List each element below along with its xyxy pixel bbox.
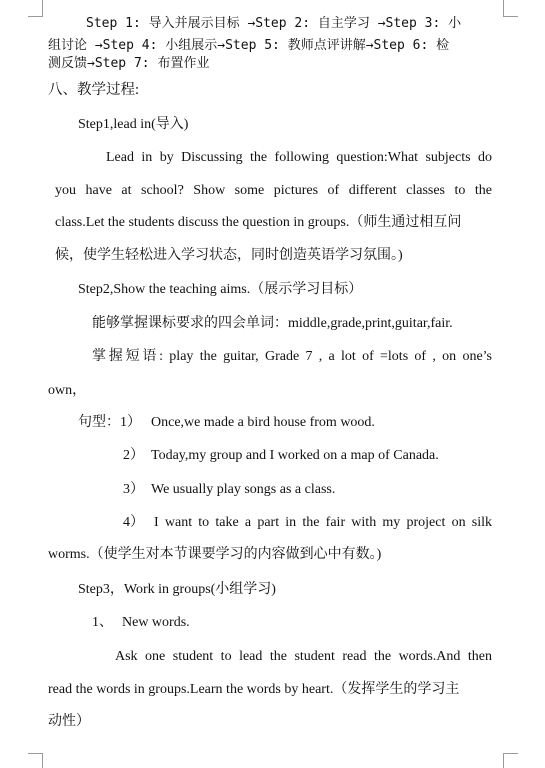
step2-phrases-line-1: 掌握短语: play the guitar, Grade 7 , a lot of =lots of , on one’s bbox=[92, 349, 492, 364]
flow-line-2: 组讨论 →Step 4: 小组展示→Step 5: 教师点评讲解→Step 6: 检 bbox=[48, 38, 450, 53]
step1-paragraph-line-1: Lead in by Discussing the following question:What subjects do bbox=[106, 150, 492, 165]
flow-line-3: 测反馈→Step 7: 布置作业 bbox=[48, 56, 210, 71]
step3-item-1: New words. bbox=[122, 615, 190, 630]
step2-pattern-2-number: 2） bbox=[123, 448, 144, 463]
crop-mark-bottom-left-v bbox=[42, 753, 43, 768]
step1-paragraph-line-4: 候，使学生轻松进入学习状态，同时创造英语学习氛围。) bbox=[55, 248, 403, 263]
step2-pattern-3: We usually play songs as a class. bbox=[151, 482, 336, 497]
crop-mark-top-right-v bbox=[503, 0, 504, 16]
step1-title: Step1,lead in(导入) bbox=[78, 117, 189, 132]
step3-title: Step3，Work in groups(小组学习) bbox=[78, 582, 276, 597]
crop-mark-top-right-h bbox=[503, 16, 518, 17]
flow-line-1: Step 1: 导入并展示目标 →Step 2: 自主学习 →Step 3: 小 bbox=[86, 16, 462, 31]
step2-pattern-1: Once,we made a bird house from wood. bbox=[151, 415, 375, 430]
step2-pattern-3-number: 3） bbox=[123, 482, 144, 497]
step1-paragraph-line-3: class.Let the students discuss the question in groups.（师生通过相互问 bbox=[55, 215, 462, 230]
crop-mark-top-left-v bbox=[42, 0, 43, 16]
step2-patterns-label: 句型：1） bbox=[78, 415, 141, 430]
step1-paragraph-line-2: you have at school? Show some pictures of different classes to the bbox=[55, 183, 492, 198]
step2-title: Step2,Show the teaching aims.（展示学习目标） bbox=[78, 282, 363, 297]
crop-mark-bottom-right-h bbox=[503, 753, 518, 754]
step3-paragraph-line-2: read the words in groups.Learn the words by heart.（发挥学生的学习主 bbox=[48, 682, 460, 697]
step2-pattern-4-number: 4） bbox=[123, 515, 144, 530]
step2-pattern-4-continuation: worms.（使学生对本节课要学习的内容做到心中有数。) bbox=[48, 547, 382, 562]
crop-mark-bottom-right-v bbox=[503, 753, 504, 768]
step2-pattern-4: I want to take a part in the fair with my project on silk bbox=[154, 515, 492, 530]
step2-phrases-line-2: own， bbox=[48, 383, 87, 398]
step2-pattern-2: Today,my group and I worked on a map of Canada. bbox=[151, 448, 439, 463]
step3-item-1-number: 1、 bbox=[92, 615, 113, 630]
crop-mark-top-left-h bbox=[28, 16, 43, 17]
crop-mark-bottom-left-h bbox=[28, 753, 43, 754]
section-heading: 八、教学过程: bbox=[48, 82, 140, 98]
step3-paragraph-line-1: Ask one student to lead the student read the words.And then bbox=[115, 649, 492, 664]
step3-paragraph-line-3: 动性） bbox=[48, 714, 90, 729]
step2-words-line: 能够掌握课标要求的四会单词：middle,grade,print,guitar,fair. bbox=[92, 316, 453, 331]
